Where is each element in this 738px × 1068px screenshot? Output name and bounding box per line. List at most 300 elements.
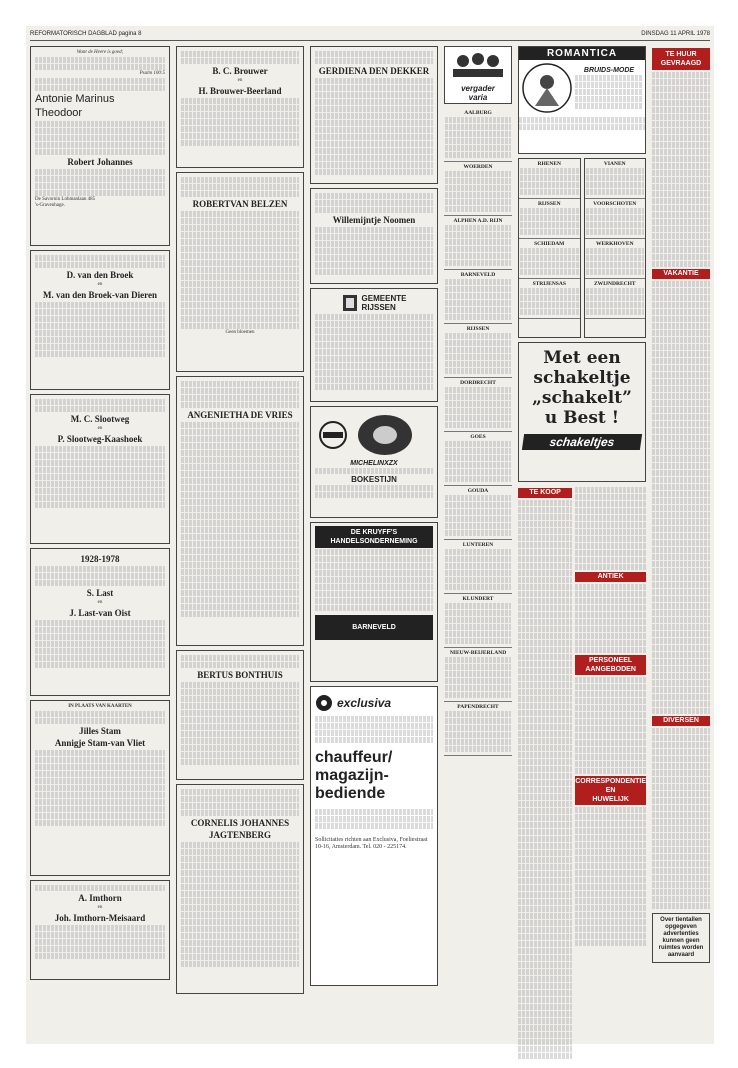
text-line (652, 547, 710, 553)
dekker-name: GERDIENA DEN DEKKER (318, 66, 430, 76)
text-line (445, 476, 511, 482)
text-line (652, 428, 710, 434)
verse-line: Want de Heere is goed; (76, 50, 124, 55)
text-line (575, 740, 646, 746)
text-line (575, 761, 646, 767)
schakeltje-line-3: „schakelt” (532, 388, 632, 408)
text-line (652, 86, 710, 92)
text-line (652, 170, 710, 176)
meeting-city: WOERDEN (463, 164, 493, 170)
text-line (518, 892, 572, 898)
vakantie-text (652, 281, 710, 714)
text-line (518, 626, 572, 632)
text-line (518, 843, 572, 849)
text-line (518, 500, 572, 506)
text-line (445, 206, 511, 212)
text-line (652, 512, 710, 518)
text-line (652, 288, 710, 294)
meeting-entry (444, 108, 512, 162)
venue-entry (519, 279, 580, 319)
text-line (586, 262, 645, 268)
text-line (575, 768, 646, 774)
text-line (445, 394, 511, 400)
text-line (518, 752, 572, 758)
text-line (652, 833, 710, 839)
anniversary-notice-4 (30, 700, 170, 876)
birth-address-1: De Savornin Lohmanlaan 485 (35, 197, 96, 202)
text-line (575, 814, 646, 820)
text-line (445, 293, 511, 299)
text-line (652, 777, 710, 783)
exclusiva-logo (315, 694, 433, 712)
text-line (445, 225, 511, 231)
stam-husband: Jilles Stam (79, 726, 121, 736)
text-line (518, 969, 572, 975)
exclusiva-name: exclusiva (337, 696, 392, 710)
belzen-obituary (176, 172, 304, 372)
text-line (652, 568, 710, 574)
text-line (652, 617, 710, 623)
diversen-heading: DIVERSEN (652, 716, 710, 726)
text-line (518, 808, 572, 814)
text-line (445, 253, 511, 259)
antiek-heading: ANTIEK (575, 572, 646, 582)
text-line (445, 495, 511, 501)
noomen-name: Willemijntje Noomen (332, 215, 416, 225)
text-line (518, 899, 572, 905)
text-line (518, 654, 572, 660)
meeting-city: GOES (470, 434, 486, 440)
jagtenberg-obituary (176, 784, 304, 994)
venue-city: VOORSCHOTEN (593, 201, 637, 207)
text-line (520, 269, 579, 275)
meeting-city: DORDRECHT (460, 380, 496, 386)
text-line (520, 309, 579, 315)
meeting-city: LUNTEREN (462, 542, 494, 548)
corr-title-2: EN (605, 787, 616, 794)
text-line (652, 575, 710, 581)
te-huur-heading (652, 48, 710, 70)
noomen-notice (310, 188, 438, 284)
venue-entry (585, 239, 646, 279)
birth-name-2: Robert Johannes (67, 157, 133, 167)
text-line (652, 93, 710, 99)
text-line (586, 182, 645, 188)
text-line (652, 540, 710, 546)
text-line (445, 441, 511, 447)
text-line (575, 821, 646, 827)
personeel-heading (575, 655, 646, 675)
text-line (575, 842, 646, 848)
text-line (652, 763, 710, 769)
text-line (652, 149, 710, 155)
text-line (518, 668, 572, 674)
meeting-entry (444, 594, 512, 648)
text-line (445, 678, 511, 684)
text-line (652, 484, 710, 490)
text-line (518, 1046, 572, 1052)
text-line (445, 549, 511, 555)
text-line (445, 185, 511, 191)
rijssen-header (315, 294, 433, 312)
text-line (518, 787, 572, 793)
text-line (518, 1004, 572, 1010)
text-line (652, 247, 710, 253)
venue-entry (585, 279, 646, 319)
text-line (518, 773, 572, 779)
text-line (445, 631, 511, 637)
text-line (518, 990, 572, 996)
text-line (518, 794, 572, 800)
text-line (445, 638, 511, 644)
text-line (575, 849, 646, 855)
text-line (518, 1039, 572, 1045)
text-line (445, 739, 511, 745)
text-line (586, 309, 645, 315)
text-line (575, 515, 646, 521)
personeel-title-2: AANGEBODEN (585, 666, 636, 673)
text-line (575, 905, 646, 911)
text-line (652, 470, 710, 476)
text-line (652, 903, 710, 909)
text-line (445, 746, 511, 752)
couple-3-wife: J. Last-van Oist (69, 608, 131, 618)
header-left: REFORMATORISCH DAGBLAD pagina 8 (30, 31, 142, 37)
text-line (575, 598, 646, 604)
text-line (445, 347, 511, 353)
meeting-entry (444, 486, 512, 540)
text-line (575, 891, 646, 897)
te-koop-heading: TE KOOP (518, 488, 572, 498)
text-line (518, 1018, 572, 1024)
exclusiva-ad (310, 686, 438, 986)
text-line (575, 691, 646, 697)
text-line (445, 610, 511, 616)
text-line (652, 114, 710, 120)
text-line (652, 142, 710, 148)
dekker-obituary (310, 46, 438, 184)
text-line (652, 365, 710, 371)
anniversary-notice-1 (30, 250, 170, 390)
text-line (652, 163, 710, 169)
text-line (586, 229, 645, 235)
text-line (652, 680, 710, 686)
text-line (652, 742, 710, 748)
schakeltjes-ad (518, 342, 646, 482)
correspondentie-heading (575, 776, 646, 805)
column-rentals (652, 46, 710, 1038)
text-line (445, 415, 511, 421)
text-line (652, 316, 710, 322)
text-line (518, 920, 572, 926)
hotels-right-col (584, 158, 647, 338)
text-line (652, 756, 710, 762)
text-line (518, 759, 572, 765)
text-line (652, 344, 710, 350)
text-line (518, 955, 572, 961)
text-line (520, 262, 579, 268)
meeting-entry (444, 702, 512, 756)
text-line (518, 731, 572, 737)
text-line (652, 254, 710, 260)
text-line (652, 826, 710, 832)
text-line (652, 414, 710, 420)
hotels-grid (518, 158, 646, 338)
text-line (520, 168, 579, 174)
brouwer-notice (176, 46, 304, 168)
text-line (575, 726, 646, 732)
text-line (652, 198, 710, 204)
text-line (575, 912, 646, 918)
meeting-city: GOUDA (467, 488, 489, 494)
text-line (575, 926, 646, 932)
imthorn-husband: A. Imthorn (78, 893, 122, 903)
text-line (520, 222, 579, 228)
text-line (652, 491, 710, 497)
text-line (445, 333, 511, 339)
text-line (445, 603, 511, 609)
hotels-left-col (518, 158, 581, 338)
text-line (575, 619, 646, 625)
meeting-city: KLUNDERT (462, 596, 494, 602)
text-line (586, 248, 645, 254)
text-line (652, 561, 710, 567)
jagtenberg-name-1: CORNELIS JOHANNES (190, 818, 290, 828)
text-line (445, 685, 511, 691)
bride-emblem-icon (521, 62, 573, 114)
te-koop-continued-text (575, 487, 646, 570)
text-line (445, 584, 511, 590)
text-line (575, 698, 646, 704)
text-line (652, 533, 710, 539)
text-line (575, 494, 646, 500)
text-line (652, 498, 710, 504)
couple-3-and: en (97, 600, 103, 605)
text-line (652, 226, 710, 232)
text-line (445, 671, 511, 677)
text-line (518, 906, 572, 912)
text-line (520, 255, 579, 261)
text-line (575, 550, 646, 556)
text-line (652, 868, 710, 874)
text-line (652, 191, 710, 197)
text-line (518, 997, 572, 1003)
text-line (518, 717, 572, 723)
text-line (586, 175, 645, 181)
text-line (445, 260, 511, 266)
text-line (518, 542, 572, 548)
text-line (586, 189, 645, 195)
text-line (652, 386, 710, 392)
text-line (652, 519, 710, 525)
text-line (445, 570, 511, 576)
text-line (445, 523, 511, 529)
text-line (652, 603, 710, 609)
text-line (652, 435, 710, 441)
text-line (575, 564, 646, 570)
text-line (445, 300, 511, 306)
venue-entry (585, 199, 646, 239)
municipal-crest-icon (342, 294, 358, 312)
text-line (518, 885, 572, 891)
meeting-list (444, 108, 512, 756)
text-line (586, 295, 645, 301)
kruyff-header (315, 526, 433, 548)
birth-name-line-1: Antonie Marinus (35, 93, 115, 105)
text-line (652, 708, 710, 714)
text-line (652, 791, 710, 797)
venue-entry (585, 159, 646, 199)
meeting-city: NIEUW-BEIJERLAND (449, 650, 507, 656)
text-line (518, 612, 572, 618)
couple-1-wife: M. van den Broek-van Dieren (43, 290, 157, 300)
text-line (445, 178, 511, 184)
meeting-city: PAPENDRECHT (457, 704, 499, 710)
text-line (652, 728, 710, 734)
text-line (652, 421, 710, 427)
text-line (518, 584, 572, 590)
text-line (575, 747, 646, 753)
text-line (652, 645, 710, 651)
text-line (575, 501, 646, 507)
text-line (445, 617, 511, 623)
text-line (518, 983, 572, 989)
text-line (445, 354, 511, 360)
personeel-title-1: PERSONEEL (589, 657, 633, 664)
varia-title: varia (468, 93, 488, 102)
text-line (520, 215, 579, 221)
text-line (652, 784, 710, 790)
venue-city: RIJSSEN (537, 201, 561, 207)
brouwer-and: en (237, 78, 243, 83)
in-plaats-van-kaarten: IN PLAATS VAN KAARTEN (68, 704, 132, 709)
text-line (575, 940, 646, 946)
gevraagd-title: GEVRAAGD (660, 60, 702, 67)
text-line (575, 933, 646, 939)
text-line (520, 175, 579, 181)
text-line (445, 246, 511, 252)
text-line (652, 442, 710, 448)
text-line (652, 302, 710, 308)
exclusiva-logo-icon (315, 694, 333, 712)
text-line (520, 189, 579, 195)
text-line (518, 528, 572, 534)
text-line (518, 1053, 572, 1059)
text-line (652, 526, 710, 532)
text-line (652, 449, 710, 455)
vergader-varia-logo (444, 46, 512, 104)
text-line (445, 732, 511, 738)
text-line (652, 184, 710, 190)
text-line (652, 638, 710, 644)
text-line (652, 694, 710, 700)
text-line (575, 605, 646, 611)
text-line (445, 502, 511, 508)
classifieds-grid (518, 486, 646, 1022)
text-line (575, 584, 646, 590)
text-line (652, 372, 710, 378)
text-line (445, 725, 511, 731)
couple-2-husband: M. C. Slootweg (70, 414, 130, 424)
text-line (652, 463, 710, 469)
corr-title-3: HUWELIJK (592, 796, 629, 803)
couple-2-and: en (97, 426, 103, 431)
text-line (445, 657, 511, 663)
text-line (586, 215, 645, 221)
schakeltje-line-4: u Best ! (544, 408, 620, 428)
antiek-text (575, 584, 646, 653)
text-line (652, 847, 710, 853)
text-line (652, 610, 710, 616)
text-line (445, 462, 511, 468)
text-line (575, 536, 646, 542)
text-line (652, 330, 710, 336)
exclusiva-address: Sollicitaties richten aan Exclusiva, Foeliestraat 10-16, Amsterdam. Tel. 020 - 225174. (315, 837, 428, 850)
corr-title-1: CORRESPONDENTIE (575, 778, 646, 785)
couple-2-wife: P. Slootweg-Kaashoek (57, 434, 143, 444)
text-line (575, 719, 646, 725)
text-line (518, 941, 572, 947)
text-line (445, 138, 511, 144)
text-line (518, 598, 572, 604)
text-line (652, 896, 710, 902)
text-line (575, 677, 646, 683)
bokestijn-name: BOKESTIJN (351, 475, 397, 484)
newspaper-page (26, 26, 714, 1044)
text-line (575, 640, 646, 646)
text-line (520, 229, 579, 235)
text-line (652, 875, 710, 881)
text-line (445, 469, 511, 475)
text-line (575, 733, 646, 739)
column-family-notices-2 (176, 46, 304, 1038)
text-line (586, 302, 645, 308)
te-huur-text (652, 72, 710, 267)
te-koop-text (518, 500, 572, 1059)
romantica-title: ROMANTICA (519, 47, 645, 60)
rijssen-municipality-ad (310, 288, 438, 402)
text-line (518, 815, 572, 821)
meeting-city: ALPHEN A.D. RIJN (453, 218, 503, 224)
brouwer-wife: H. Brouwer-Beerland (198, 86, 282, 96)
meeting-entry (444, 324, 512, 378)
text-line (518, 913, 572, 919)
text-line (652, 854, 710, 860)
michelin-ad (310, 406, 438, 518)
text-line (518, 780, 572, 786)
text-line (652, 295, 710, 301)
text-line (652, 233, 710, 239)
text-line (652, 309, 710, 315)
text-line (518, 689, 572, 695)
couple-3-husband: S. Last (86, 588, 114, 598)
text-line (518, 577, 572, 583)
text-line (652, 505, 710, 511)
text-line (445, 279, 511, 285)
text-line (575, 863, 646, 869)
text-line (652, 735, 710, 741)
text-line (575, 522, 646, 528)
text-line (652, 281, 710, 287)
tire-icon (355, 410, 415, 460)
michelin-logo-text: MICHELINXZX (350, 460, 398, 467)
text-line (445, 314, 511, 320)
text-line (445, 340, 511, 346)
bruidsmode-title: BRUIDS-MODE (583, 66, 635, 74)
text-line (575, 877, 646, 883)
anniversary-notice-5 (30, 880, 170, 980)
venue-entry (519, 239, 580, 279)
